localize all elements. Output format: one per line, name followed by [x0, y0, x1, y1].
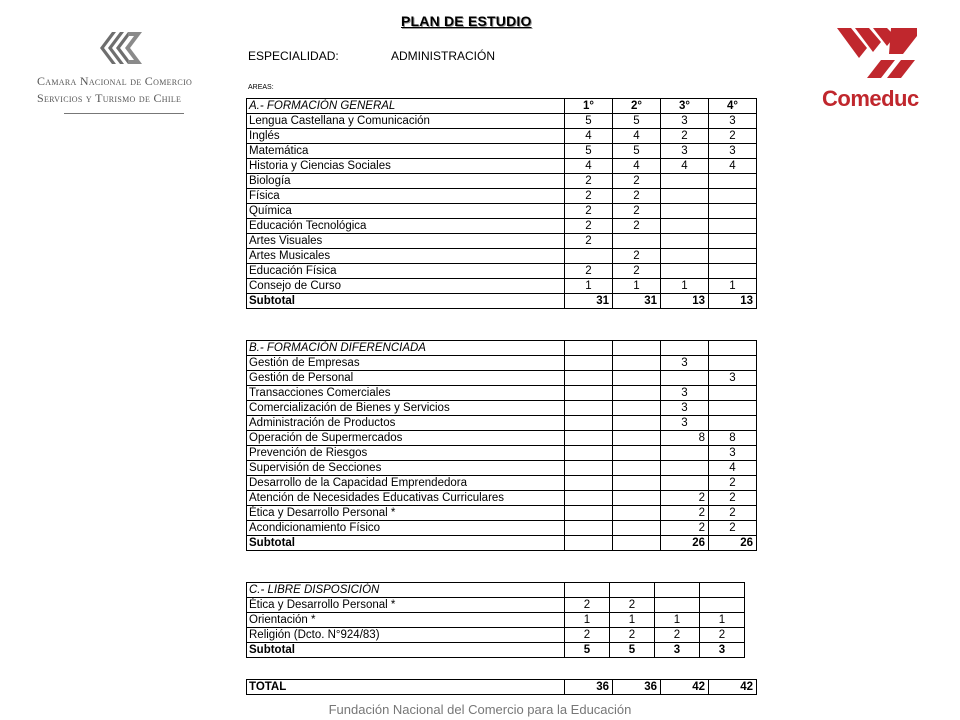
footer-text: Fundación Nacional del Comercio para la Educación [328, 702, 632, 717]
subject-name: Educación Física [247, 264, 565, 279]
hours-cell: 2 [709, 521, 757, 536]
hours-cell [613, 416, 661, 431]
hours-cell: 3 [661, 144, 709, 159]
hours-cell: 2 [709, 506, 757, 521]
camara-line2: Servicios y Turismo de Chile [37, 91, 182, 105]
hours-cell [661, 476, 709, 491]
hours-cell: 2 [700, 628, 745, 643]
areas-label: AREAS: [248, 84, 274, 91]
hours-cell: 4 [613, 159, 661, 174]
hours-cell [661, 174, 709, 189]
header-year-4: 4° [709, 99, 757, 114]
header-year-2: 2° [613, 99, 661, 114]
subject-name: Química [247, 204, 565, 219]
table-row [247, 129, 757, 144]
header-year-1: 1° [565, 99, 613, 114]
hours-cell [709, 416, 757, 431]
subtotal-label: Subtotal [247, 643, 565, 658]
hours-cell [613, 356, 661, 371]
subtotal-cell: 13 [661, 294, 709, 309]
hours-cell [613, 446, 661, 461]
table-row [247, 628, 745, 643]
table-row [247, 431, 757, 446]
subtotal-cell: 26 [709, 536, 757, 551]
subject-name: Biología [247, 174, 565, 189]
subject-name: Orientación * [247, 613, 565, 628]
hours-cell: 2 [661, 129, 709, 144]
subtotal-cell [565, 536, 613, 551]
hours-cell: 4 [565, 159, 613, 174]
table-row [247, 446, 757, 461]
hours-cell [565, 356, 613, 371]
hours-cell: 2 [709, 476, 757, 491]
table-total [246, 679, 757, 695]
hours-cell: 3 [709, 114, 757, 129]
hours-cell: 1 [709, 279, 757, 294]
subtotal-label: Subtotal [247, 294, 565, 309]
subject-name: Supervisión de Secciones [247, 461, 565, 476]
hours-cell: 2 [613, 189, 661, 204]
table-row [247, 234, 757, 249]
hours-cell: 2 [565, 189, 613, 204]
subtotal-cell: 31 [565, 294, 613, 309]
hours-cell [613, 491, 661, 506]
hours-cell: 2 [610, 598, 655, 613]
hours-cell [709, 249, 757, 264]
hours-cell [565, 416, 613, 431]
header-cell [565, 341, 613, 356]
hours-cell [565, 249, 613, 264]
hours-cell: 3 [661, 356, 709, 371]
subject-name: Artes Musicales [247, 249, 565, 264]
table-row [247, 356, 757, 371]
table-row [247, 159, 757, 174]
hours-cell: 1 [565, 279, 613, 294]
table-libre-disposicion [246, 582, 745, 658]
subject-name: Ética y Desarrollo Personal * [247, 506, 565, 521]
hours-cell: 8 [709, 431, 757, 446]
hours-cell: 2 [565, 264, 613, 279]
hours-cell [700, 598, 745, 613]
hours-cell: 4 [709, 461, 757, 476]
hours-cell: 2 [565, 174, 613, 189]
total-label: TOTAL [247, 680, 565, 695]
hours-cell [709, 174, 757, 189]
hours-cell: 2 [655, 628, 700, 643]
table-formacion-general [246, 98, 757, 309]
hours-cell [661, 204, 709, 219]
hours-cell: 1 [565, 613, 610, 628]
table-row [247, 416, 757, 431]
hours-cell: 4 [709, 159, 757, 174]
hours-cell [661, 371, 709, 386]
subtotal-row [247, 643, 745, 658]
hours-cell [661, 446, 709, 461]
table-row [247, 249, 757, 264]
subject-name: Prevención de Riesgos [247, 446, 565, 461]
table-row [247, 219, 757, 234]
subtotal-label: Subtotal [247, 536, 565, 551]
hours-cell: 1 [661, 279, 709, 294]
hours-cell [565, 446, 613, 461]
hours-cell: 3 [661, 416, 709, 431]
table-formacion-diferenciada [246, 340, 757, 551]
subject-name: Operación de Supermercados [247, 431, 565, 446]
header-cell [613, 341, 661, 356]
hours-cell: 2 [661, 506, 709, 521]
hours-cell: 5 [565, 144, 613, 159]
hours-cell: 2 [565, 219, 613, 234]
subject-name: Comercialización de Bienes y Servicios [247, 401, 565, 416]
hours-cell [613, 234, 661, 249]
hours-cell: 3 [709, 144, 757, 159]
hours-cell: 2 [565, 234, 613, 249]
hours-cell [613, 386, 661, 401]
section-a-title: A.- FORMACIÓN GENERAL [247, 99, 565, 114]
hours-cell [565, 461, 613, 476]
subtotal-cell: 5 [610, 643, 655, 658]
subject-name: Ética y Desarrollo Personal * [247, 598, 565, 613]
comeduc-logo [822, 28, 932, 118]
table-row [247, 264, 757, 279]
total-cell: 42 [709, 680, 757, 695]
hours-cell [613, 461, 661, 476]
hours-cell: 4 [565, 129, 613, 144]
hours-cell: 2 [565, 598, 610, 613]
subject-name: Acondicionamiento Físico [247, 521, 565, 536]
subtotal-cell: 3 [655, 643, 700, 658]
camara-comercio-emblem-icon [98, 28, 148, 68]
subtotal-cell [613, 536, 661, 551]
hours-cell [661, 249, 709, 264]
hours-cell [661, 189, 709, 204]
subject-name: Religión (Dcto. N°924/83) [247, 628, 565, 643]
hours-cell: 2 [661, 521, 709, 536]
hours-cell: 2 [613, 219, 661, 234]
subject-name: Administración de Productos [247, 416, 565, 431]
table-row [247, 279, 757, 294]
table-row [247, 613, 745, 628]
subject-name: Física [247, 189, 565, 204]
table-row [247, 401, 757, 416]
total-cell: 42 [661, 680, 709, 695]
hours-cell [709, 386, 757, 401]
hours-cell: 2 [565, 628, 610, 643]
hours-cell: 1 [613, 279, 661, 294]
hours-cell [565, 401, 613, 416]
hours-cell [709, 401, 757, 416]
hours-cell [709, 189, 757, 204]
hours-cell [613, 371, 661, 386]
table-row [247, 114, 757, 129]
table-row [247, 386, 757, 401]
subject-name: Educación Tecnológica [247, 219, 565, 234]
header-cell [661, 341, 709, 356]
comeduc-emblem-icon [837, 28, 917, 84]
header-year-3: 3° [661, 99, 709, 114]
hours-cell [661, 234, 709, 249]
hours-cell: 3 [709, 371, 757, 386]
hours-cell: 5 [613, 144, 661, 159]
hours-cell [613, 401, 661, 416]
hours-cell: 3 [661, 401, 709, 416]
subject-name: Gestión de Personal [247, 371, 565, 386]
section-b-title: B.- FORMACIÓN DIFERENCIADA [247, 341, 565, 356]
hours-cell: 1 [610, 613, 655, 628]
table-row [247, 371, 757, 386]
hours-cell: 3 [661, 114, 709, 129]
camara-line1: Camara Nacional de Comercio [37, 74, 193, 88]
subject-name: Lengua Castellana y Comunicación [247, 114, 565, 129]
hours-cell: 2 [565, 204, 613, 219]
table-row [247, 174, 757, 189]
hours-cell [661, 264, 709, 279]
logo-divider [64, 113, 184, 114]
hours-cell [565, 431, 613, 446]
subtotal-cell: 13 [709, 294, 757, 309]
hours-cell: 2 [613, 174, 661, 189]
hours-cell: 2 [661, 491, 709, 506]
table-row [247, 189, 757, 204]
hours-cell [613, 476, 661, 491]
table-header-row [247, 583, 745, 598]
hours-cell: 8 [661, 431, 709, 446]
hours-cell [565, 506, 613, 521]
hours-cell: 4 [613, 129, 661, 144]
hours-cell [661, 219, 709, 234]
table-row [247, 521, 757, 536]
hours-cell: 1 [700, 613, 745, 628]
hours-cell [565, 371, 613, 386]
subtotal-cell: 26 [661, 536, 709, 551]
subject-name: Gestión de Empresas [247, 356, 565, 371]
especialidad-label: ESPECIALIDAD: [248, 49, 339, 63]
table-row [247, 476, 757, 491]
hours-cell: 2 [613, 204, 661, 219]
subject-name: Inglés [247, 129, 565, 144]
hours-cell: 3 [661, 386, 709, 401]
header-cell [700, 583, 745, 598]
hours-cell [565, 491, 613, 506]
table-row [247, 598, 745, 613]
hours-cell: 3 [709, 446, 757, 461]
total-cell: 36 [613, 680, 661, 695]
hours-cell: 5 [613, 114, 661, 129]
subject-name: Historia y Ciencias Sociales [247, 159, 565, 174]
hours-cell [565, 386, 613, 401]
subject-name: Transacciones Comerciales [247, 386, 565, 401]
hours-cell: 2 [613, 264, 661, 279]
header-cell [610, 583, 655, 598]
especialidad-value: ADMINISTRACIÓN [391, 49, 496, 63]
hours-cell [655, 598, 700, 613]
table-row [247, 491, 757, 506]
table-row [247, 461, 757, 476]
hours-cell: 5 [565, 114, 613, 129]
subject-name: Artes Visuales [247, 234, 565, 249]
hours-cell: 2 [613, 249, 661, 264]
hours-cell [709, 204, 757, 219]
total-row [247, 680, 757, 695]
hours-cell [709, 219, 757, 234]
hours-cell [565, 521, 613, 536]
subtotal-cell: 5 [565, 643, 610, 658]
hours-cell: 2 [610, 628, 655, 643]
camara-comercio-logo [34, 28, 224, 128]
table-row [247, 144, 757, 159]
hours-cell [613, 506, 661, 521]
hours-cell [709, 356, 757, 371]
subtotal-row [247, 536, 757, 551]
subject-name: Desarrollo de la Capacidad Emprendedora [247, 476, 565, 491]
subject-name: Consejo de Curso [247, 279, 565, 294]
hours-cell [709, 264, 757, 279]
subject-name: Matemática [247, 144, 565, 159]
hours-cell: 2 [709, 491, 757, 506]
subtotal-cell: 3 [700, 643, 745, 658]
subtotal-cell: 31 [613, 294, 661, 309]
hours-cell [661, 461, 709, 476]
header-cell [565, 583, 610, 598]
hours-cell: 2 [709, 129, 757, 144]
header-cell [655, 583, 700, 598]
subject-name: Atención de Necesidades Educativas Curriculares [247, 491, 565, 506]
header-cell [709, 341, 757, 356]
table-header-row [247, 99, 757, 114]
comeduc-name: Comeduc [822, 86, 919, 111]
table-header-row [247, 341, 757, 356]
page-title: PLAN DE ESTUDIO [401, 13, 532, 29]
hours-cell: 1 [655, 613, 700, 628]
hours-cell: 4 [661, 159, 709, 174]
table-row [247, 506, 757, 521]
hours-cell [565, 476, 613, 491]
section-c-title: C.- LIBRE DISPOSICIÓN [247, 583, 565, 598]
subtotal-row [247, 294, 757, 309]
hours-cell [613, 521, 661, 536]
hours-cell [709, 234, 757, 249]
table-row [247, 204, 757, 219]
hours-cell [613, 431, 661, 446]
total-cell: 36 [565, 680, 613, 695]
